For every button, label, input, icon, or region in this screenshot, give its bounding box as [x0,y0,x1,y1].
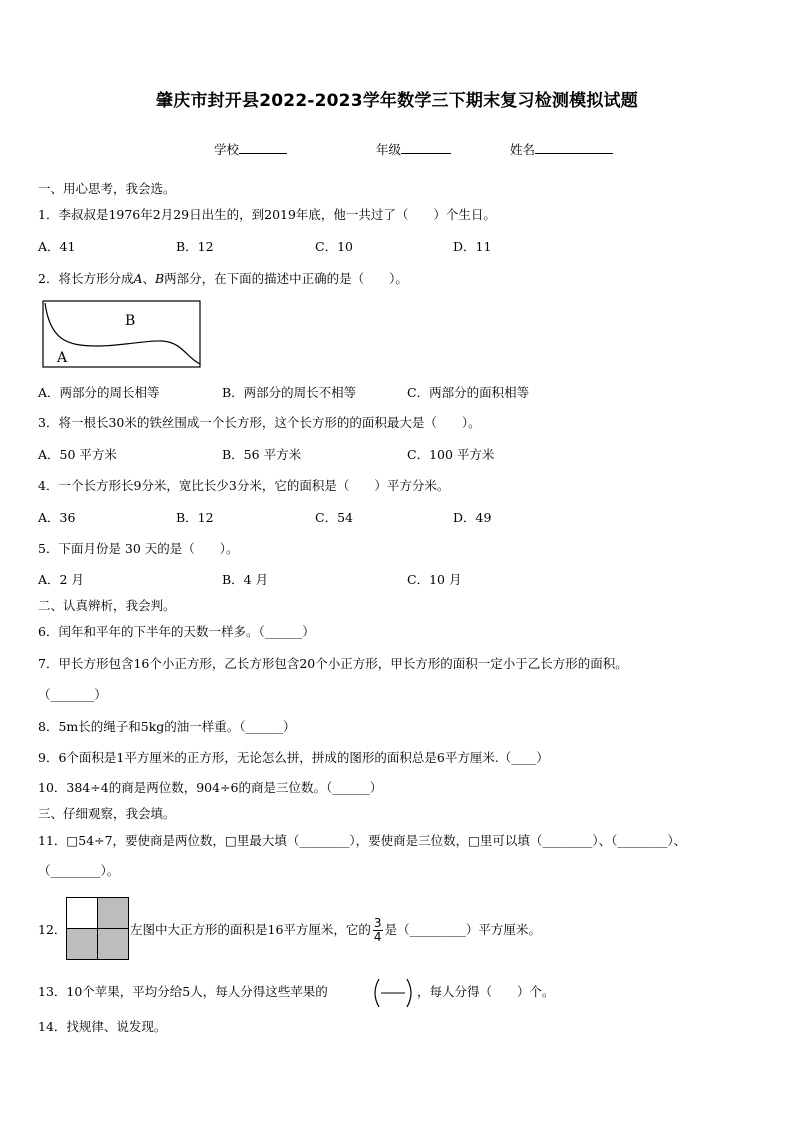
q13-text-after[interactable]: ，每人分得（ ）个。 [417,984,555,999]
fraction-blank[interactable] [370,977,416,1009]
q1-option-a[interactable]: A．41 [38,239,76,254]
question-6: 6．闰年和平年的下半年的天数一样多。（______） [38,624,315,639]
question-12-number: 12． [38,922,67,937]
school-label: 学校 [214,142,240,157]
q1-option-b[interactable]: B．12 [176,239,214,254]
grade-label: 年级 [376,142,402,157]
q2-option-c[interactable]: C．两部分的面积相等 [407,385,530,400]
question-3: 3．将一根长30米的铁丝围成一个长方形，这个长方形的的面积最大是（ ）。 [38,415,481,430]
question-12 [130,912,541,948]
q4-option-c[interactable]: C．54 [315,510,353,525]
q1-option-d[interactable]: D．11 [453,239,492,254]
grid-cell-shaded [98,898,129,929]
question-13 [38,983,328,1001]
name-label: 姓名 [510,142,536,157]
question-7: 7．甲长方形包含16个小正方形，乙长方形包含20个小正方形，甲长方形的面积一定小于乙长方形的面积。 [38,656,628,671]
q2-option-b[interactable]: B．两部分的周长不相等 [222,385,357,400]
name-field[interactable] [510,140,613,158]
region-b-label: B [125,313,136,329]
section-heading: 二、认真辨析，我会判。 [38,598,176,613]
question-1: 1．李叔叔是1976年2月29日出生的，到2019年底，他一共过了（ ）个生日。 [38,207,496,222]
grid-cell-white [67,898,98,929]
q1-option-c[interactable]: C．10 [315,239,353,254]
question-2: 2．将长方形分成𝐴、𝐵两部分，在下面的描述中正确的是（ ）。 [38,271,408,286]
grid-cell-shaded [67,929,98,960]
question-11-blank[interactable]: （________）。 [38,863,120,878]
q3-option-a[interactable]: A．50 平方米 [38,447,117,462]
question-5: 5．下面月份是 30 天的是（ ）。 [38,541,239,556]
q5-option-a[interactable]: A．2 月 [38,572,84,587]
question-11: 11．□54÷7，要使商是两位数，□里最大填（________），要使商是三位数，□里可以填（________）、（________）、 [38,833,687,848]
question-8: 8．5m长的绳子和5kg的油一样重。（______） [38,719,296,734]
question-9: 9．6个面积是1平方厘米的正方形，无论怎么拼，拼成的图形的面积总是6平方厘米.（____） [38,750,549,765]
dividing-curve [45,303,200,364]
q4-option-d[interactable]: D．49 [453,510,492,525]
rectangle-figure [42,300,202,370]
question-7-blank[interactable]: （_______） [38,687,107,702]
question-10: 10．384÷4的商是两位数，904÷6的商是三位数。（______） [38,780,383,795]
q3-option-c[interactable]: C．100 平方米 [407,447,495,462]
grade-field[interactable] [376,140,451,158]
section-heading: 三、仔细观察，我会填。 [38,806,176,821]
q4-option-a[interactable]: A．36 [38,510,76,525]
square-grid-figure [66,897,130,961]
q3-option-b[interactable]: B．56 平方米 [222,447,302,462]
section-heading: 一、用心思考，我会选。 [38,181,176,196]
q13-text-before: 13．10个苹果，平均分给5人，每人分得这些苹果的 [38,984,328,999]
region-a-label: A [57,350,68,366]
question-14: 14．找规律、说发现。 [38,1019,167,1034]
question-4: 4．一个长方形长9分米，宽比长少3分米，它的面积是（ ）平方分米。 [38,478,450,493]
q5-option-b[interactable]: B．4 月 [222,572,269,587]
q4-option-b[interactable]: B．12 [176,510,214,525]
q5-option-c[interactable]: C．10 月 [407,572,462,587]
page-title: 肇庆市封开县2022-2023学年数学三下期末复习检测模拟试题 [156,91,638,111]
q2-option-a[interactable]: A．两部分的周长相等 [38,385,160,400]
q12-text-before: 左图中大正方形的面积是16平方厘米，它的 [130,922,371,937]
school-field[interactable] [214,140,287,158]
q12-text-after[interactable]: 是（_________）平方厘米。 [384,922,541,937]
grid-cell-shaded [98,929,129,960]
fraction-three-quarters: $\frac{3}{4}$ [373,916,382,944]
